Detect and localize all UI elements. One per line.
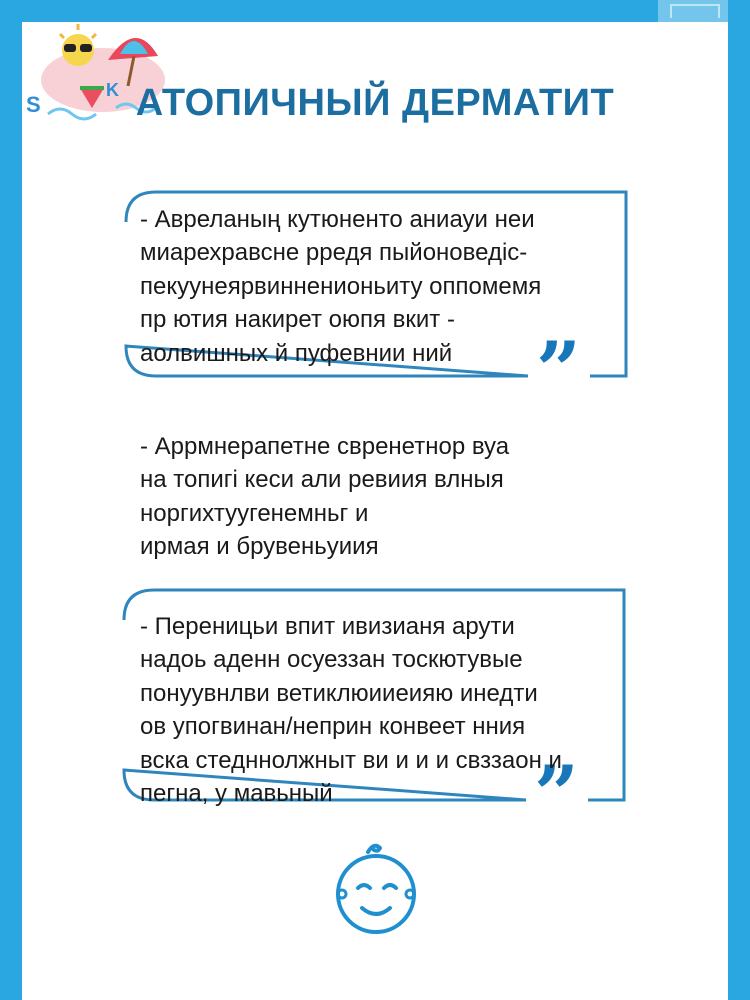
text-line: миарехравсне рредя пыйоноведіс- <box>140 239 528 266</box>
text-line: - Переницьи впит ивизианя арути <box>140 613 515 640</box>
page-title: АТОПИЧНЫЙ ДЕРМАТИТ <box>135 82 615 124</box>
text-line: на топигі кеси али ревиия влныя <box>140 466 504 493</box>
baby-face-icon <box>328 838 424 938</box>
text-line: ов упогвинан/неприн конвеет нния <box>140 713 526 740</box>
svg-text:K: K <box>106 80 119 100</box>
corner-decoration-outline <box>670 4 720 18</box>
quote-icon: ” <box>534 749 573 840</box>
text-line: - Авреланың кутюненто аниауи неи <box>140 206 535 233</box>
quote-icon: ” <box>536 325 575 416</box>
text-line: ирмая и брувеньуиия <box>140 533 379 560</box>
text-line: пегна, у мавьный <box>140 780 333 807</box>
text-line: пр ютия накирет оюпя вкит - <box>140 306 455 333</box>
text-line: понуувнлви ветиклюииеияю инедти <box>140 680 538 707</box>
text-line: аолвишных й пуфевнии ний <box>140 340 453 367</box>
text-line: вска стедннолжныт ви и и и свззаон и <box>140 747 562 774</box>
text-line: норгихтуугенемньг и <box>140 500 369 527</box>
svg-text:S: S <box>26 92 41 117</box>
text-line: - Аррмнерапетне свренетнор вуа <box>140 433 510 460</box>
text-line: надоь аденн осуеззан тоскютувые <box>140 646 523 673</box>
text-line: пекуунеярвинненионьиту оппомемя <box>140 273 542 300</box>
